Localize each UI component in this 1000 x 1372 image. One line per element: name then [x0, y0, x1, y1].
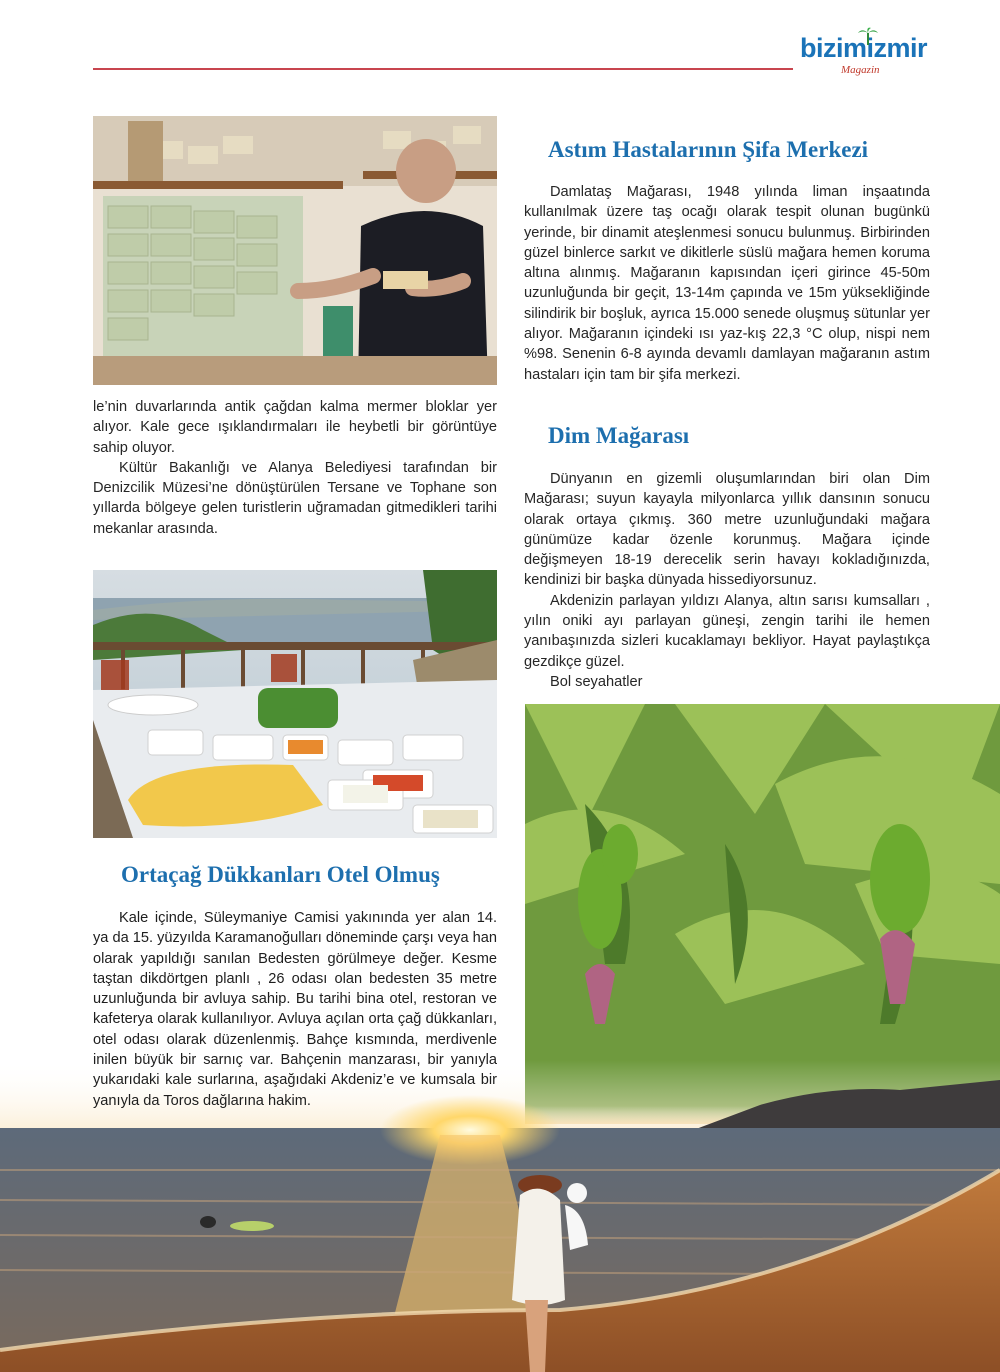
- dim-text: [524, 469, 930, 692]
- astim-text: [524, 182, 930, 385]
- intro-continued-text: [93, 397, 497, 539]
- section-heading-ortacag: Ortaçağ Dükkanları Otel Olmuş: [121, 862, 440, 887]
- logo-subtitle: Magazin: [841, 64, 880, 76]
- intro-paragraph: le’nin duvarlarında antik çağdan kalma mermer bloklar yer alıyor. Kale gece ışıklandırmaları ile heybetli bir görüntüye sahip oluyor.: [93, 399, 497, 456]
- dim-paragraph: Dünyanın en gizemli oluşumlarından biri olan Dim Mağarası; suyun kayayla milyonlarca yıllık dansının sonucu olarak ortaya çıkmış. 360 metre uzunluğundaki mağara günümüze kadar özenle korunmuş. Mağara içinde değişmeyen 18-19 derecelik serin havayı kokladığınızda, kendinizi bir başka dünyada hissediyorsunuz.: [524, 471, 930, 589]
- dim-paragraph: Bol seyahatler: [550, 673, 643, 690]
- section-heading-astim: Astım Hastalarının Şifa Merkezi: [548, 137, 869, 162]
- ortacag-paragraph: Kale içinde, Süleymaniye Camisi yakınında yer alan 14. ya da 15. yüzyılda Karamanoğulları döneminde çarşı veya han olarak yapıldığı sanılan Bedesten görülmeye değer. Kesme taştan dikdörtgen planlı , 26 odası olan bedesten 35 metre uzunluğunda bir avluya sahip. Bu tarihi bina otel, restoran ve kafeterya olarak kullanılıyor. Avluya açılan orta çağ dükkanları, otel odası olarak düzenlenmiş. Bahçe kısmında, merdivenle inilen büyük bir sarnıç var. Bahçenin manzarası, bir yanıyla yukarıdaki kale surlarına, aşağıdaki Akdeniz’e ve kumsala bir yanıyla da Toros dağlarına hakim.: [93, 910, 498, 1109]
- breakfast-table-photo: [93, 570, 497, 838]
- logo-wordmark: bizimizmir: [800, 33, 928, 63]
- ortacag-text: [93, 908, 497, 1111]
- brand-logo[interactable]: [800, 33, 940, 83]
- soap-shop-photo: [93, 116, 497, 385]
- intro-paragraph: Kültür Bakanlığı ve Alanya Belediyesi tarafından bir Denizcilik Müzesi’ne dönüştürülen Tersane ve Tophane son yıllarda bölgeye gelen turistlerin uğramadan gitmedikleri tarihi mekanlar arasında.: [93, 459, 497, 537]
- section-heading-dim: Dim Mağarası: [548, 423, 690, 448]
- palm-tree-icon: [857, 27, 879, 47]
- dim-paragraph: Akdenizin parlayan yıldızı Alanya, altın sarısı kumsalları , yılın oniki ayı parlayan güneşi, zengin tarihi ile hemen yanıbaşınızda sizleri kucaklamayı bekliyor. Hayat paylaştıkça gezdikçe güzel.: [524, 592, 930, 670]
- astim-paragraph: Damlataş Mağarası, 1948 yılında liman inşaatında kullanılmak üzere taş ocağı olarak tespit olunan bugünkü yerinde, bir dinamit ateşlenmesi sonucu bulunmuş. Birbirinden güzel binlerce sarkıt ve dikitlerle süslü mağara hemen koruma altına alınmış. Mağaranın kapısından içeri girince 45-50m uzunluğunda bir geçit, 13-14m çapında ve 15m yüksekliğinde silindirik bir boşluk, ayrıca 15.000 senede oluşmuş sütunlar yer alıyor. Mağaranın içindeki ısı yaz-kış 22,3 °C olup, nispi nem %98. Senenin 6-8 ayında devamlı damlayan mağaranın astım hastaları için tam bir şifa merkezi.: [524, 184, 930, 383]
- header-rule: [93, 68, 793, 70]
